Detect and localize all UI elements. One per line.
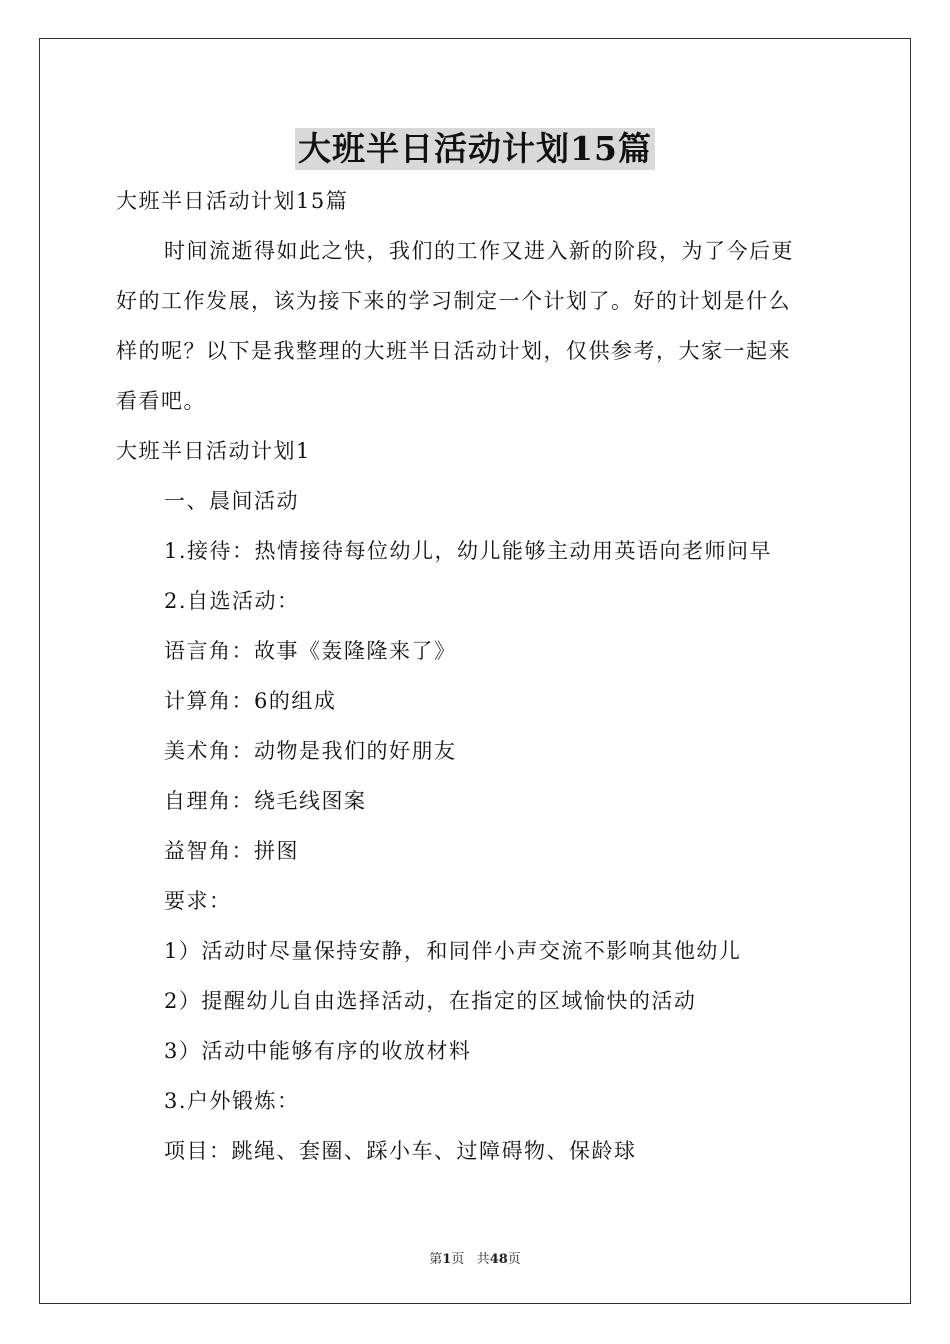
- text-line: 1.接待：热情接待每位幼儿，幼儿能够主动用英语向老师问早: [164, 539, 773, 563]
- text-line: 语言角：故事《轰隆隆来了》: [164, 639, 457, 663]
- text-line: 好的工作发展，该为接下来的学习制定一个计划了。好的计划是什么: [116, 289, 791, 313]
- text-line: 时间流逝得如此之快，我们的工作又进入新的阶段，为了今后更: [164, 239, 794, 263]
- page-prefix: 第: [429, 1252, 443, 1267]
- text-line: 要求：: [164, 889, 232, 913]
- text-line: 2）提醒幼儿自由选择活动，在指定的区域愉快的活动: [164, 989, 697, 1013]
- text-line: 看看吧。: [116, 389, 206, 413]
- text-line: 美术角：动物是我们的好朋友: [164, 739, 457, 763]
- text-line: 一、晨间活动: [164, 489, 299, 513]
- text-line: 2.自选活动：: [164, 589, 300, 613]
- text-line: 3）活动中能够有序的收放材料: [164, 1039, 472, 1063]
- text-line: 自理角：绕毛线图案: [164, 789, 367, 813]
- text-line: 项目：跳绳、套圈、踩小车、过障碍物、保龄球: [164, 1139, 637, 1163]
- text-line: 3.户外锻炼：: [164, 1089, 300, 1113]
- text-line: 大班半日活动计划15篇: [116, 189, 349, 213]
- page-number: 1: [442, 1252, 452, 1267]
- document-title: 大班半日活动计划15篇: [295, 128, 655, 170]
- text-line: 益智角：拼图: [164, 839, 299, 863]
- total-prefix: 共: [476, 1252, 490, 1267]
- total-pages: 48: [489, 1252, 508, 1267]
- document-body: [116, 176, 836, 1176]
- text-line: 样的呢？以下是我整理的大班半日活动计划，仅供参考，大家一起来: [116, 339, 791, 363]
- text-line: 计算角：6的组成: [164, 689, 337, 713]
- text-line: 1）活动时尽量保持安静，和同伴小声交流不影响其他幼儿: [164, 939, 742, 963]
- page-footer: [0, 1248, 950, 1267]
- title-container: [0, 128, 950, 170]
- text-line: 大班半日活动计划1: [116, 439, 311, 463]
- page-suffix: 页: [451, 1252, 465, 1267]
- total-suffix: 页: [507, 1252, 521, 1267]
